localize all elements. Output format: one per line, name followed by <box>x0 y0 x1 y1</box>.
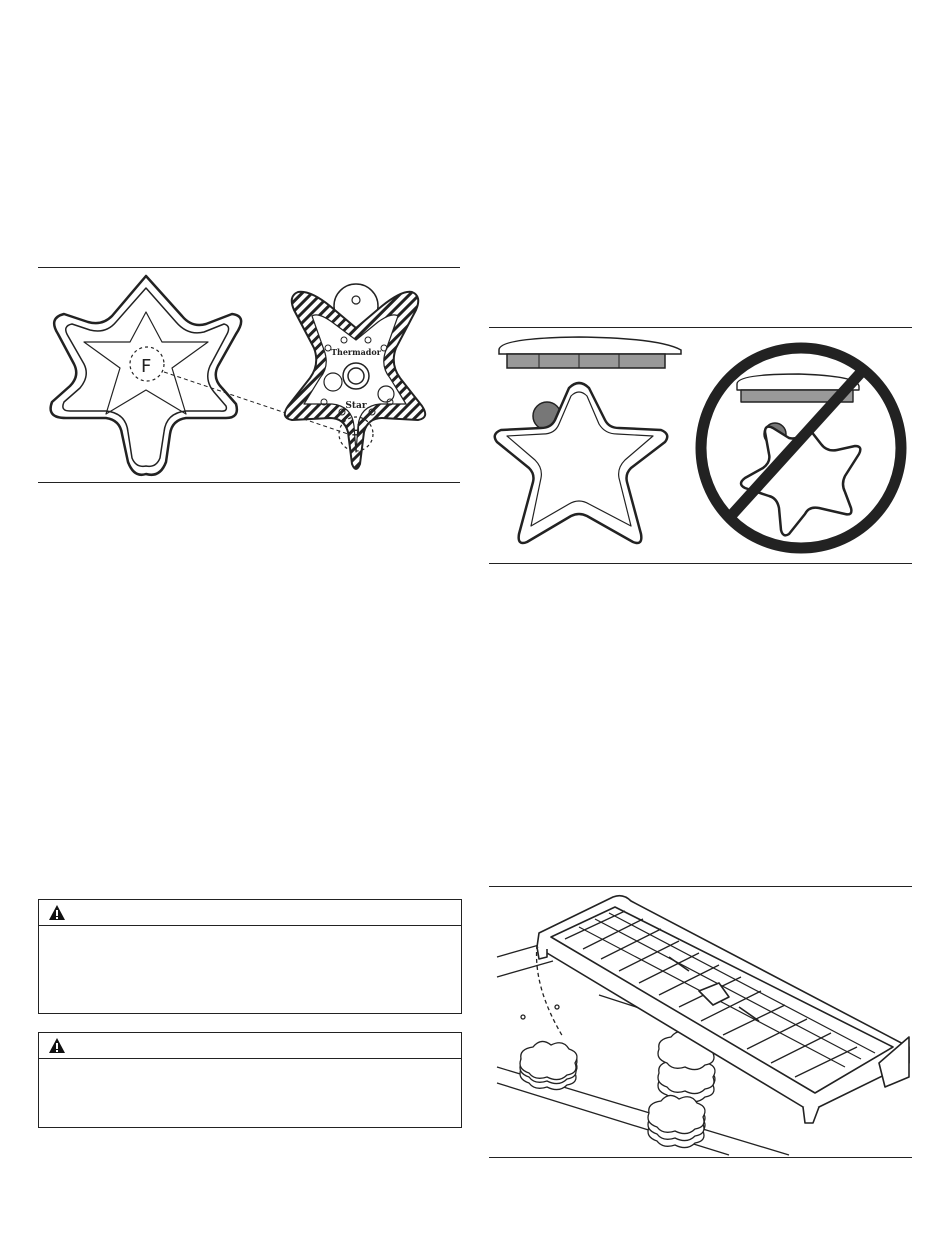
correct-cap-top-view <box>495 383 668 543</box>
warning-header <box>39 1033 461 1059</box>
warning-triangle-icon <box>48 1037 66 1054</box>
burner-base-drawing <box>285 284 425 469</box>
grate-drawing <box>537 896 909 1123</box>
warning-header <box>39 900 461 926</box>
burner-front <box>648 1095 705 1147</box>
figure-3-bottom-rule <box>489 1157 912 1158</box>
warning-body <box>39 1059 461 1127</box>
burner-cap-and-base-figure <box>38 268 460 482</box>
base-logo-text: Thermador <box>331 347 381 357</box>
cap-placement-figure <box>489 328 912 563</box>
warning-box-2 <box>38 1032 462 1128</box>
correct-cap-side-view <box>499 337 681 368</box>
base-mark-letter: F <box>351 420 361 439</box>
warning-body <box>39 926 461 1013</box>
base-model-text: Star <box>345 401 367 411</box>
cap-mark-letter: F <box>141 356 152 377</box>
warning-box-1 <box>38 899 462 1014</box>
warning-triangle-icon <box>48 904 66 921</box>
grate-placement-figure <box>489 887 912 1157</box>
burner-left <box>520 1041 577 1089</box>
figure-2-bottom-rule <box>489 563 912 564</box>
figure-1-bottom-rule <box>38 482 460 483</box>
